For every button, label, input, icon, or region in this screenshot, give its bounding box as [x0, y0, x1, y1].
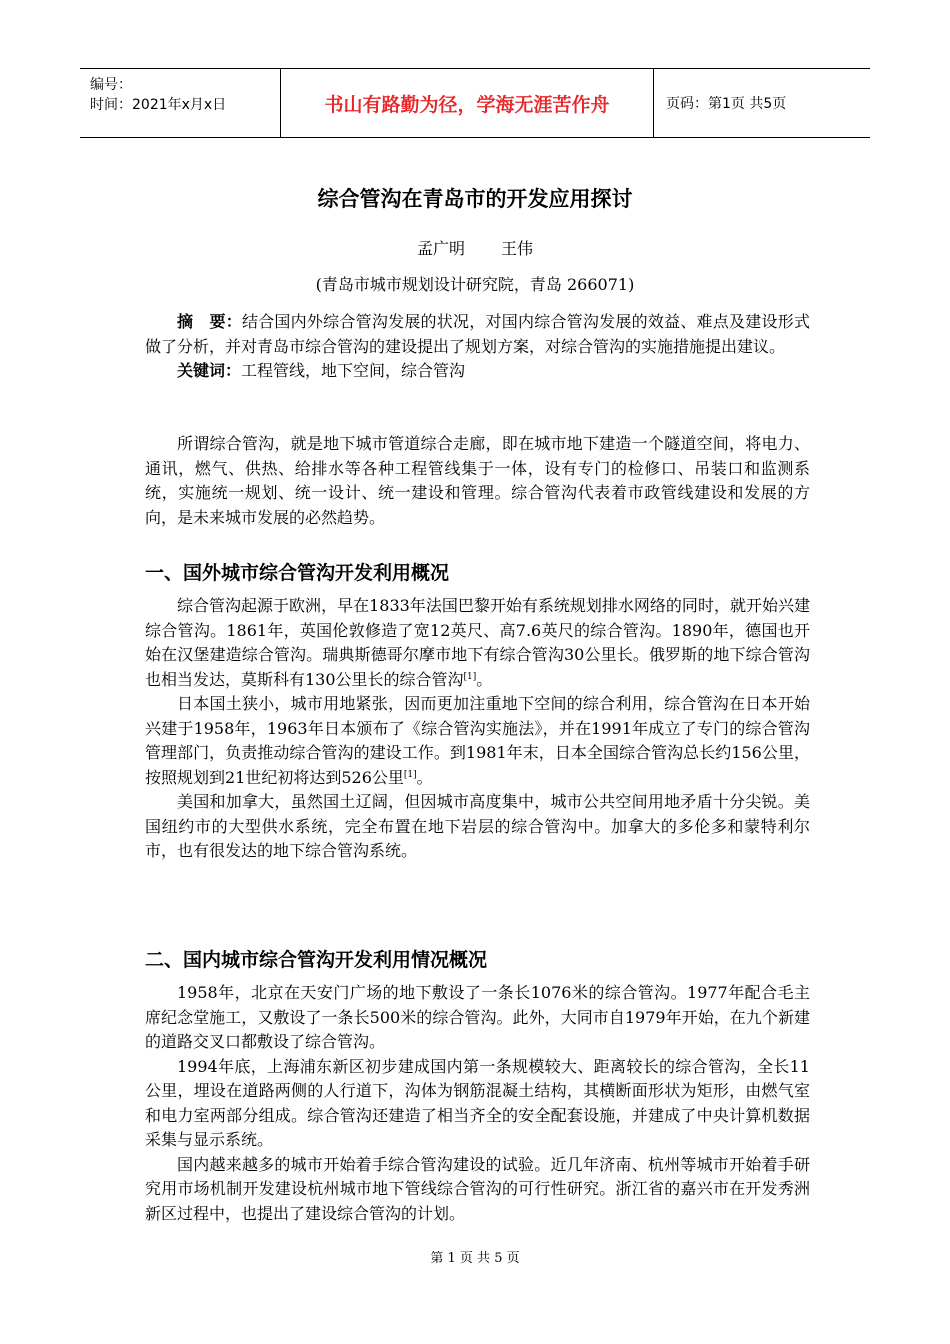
paragraph-text: 日本国土狭小，城市用地紧张，因而更加注重地下空间的综合利用，综合管沟在日本开始兴建于1958年，1963年日本颁布了《综合管沟实施法》，并在1991年成立了专门的综合管沟管理部门，负责推动综合管沟的建设工作。到1981年末，日本全国综合管沟总长约156公里，按照规划到21世纪初将达到526公里 [145, 694, 810, 787]
abstract-block [145, 310, 810, 384]
doc-date-label: 时间：2021年x月x日 [90, 97, 227, 113]
paper-authors [0, 236, 950, 259]
author-affiliation: (青岛市城市规划设计研究院，青岛 266071) [315, 275, 635, 294]
intro-paragraph: 所谓综合管沟，就是地下城市管道综合走廊，即在城市地下建造一个隧道空间，将电力、通讯，燃气、供热、给排水等各种工程管线集于一体，设有专门的检修口、吊装口和监测系统，实施统一规划、统一设计、统一建设和管理。综合管沟代表着市政管线建设和发展的方向，是未来城市发展的必然趋势。 [145, 434, 810, 527]
section-heading-2: 二、国内城市综合管沟开发利用情况概况 [145, 949, 488, 971]
page-footer: 第 1 页 共 5 页 [430, 1251, 520, 1266]
section2-paragraph: 国内越来越多的城市开始着手综合管沟建设的试验。近几年济南、杭州等城市开始着手研究用市场机制开发建设杭州城市地下管线综合管沟的可行性研究。浙江省的嘉兴市在开发秀洲新区过程中，也提出了建设综合管沟的计划。 [145, 1154, 810, 1223]
author-name: 王伟 [501, 239, 534, 258]
abstract [145, 310, 810, 359]
keywords-text: 工程管线，地下空间，综合管沟 [241, 361, 466, 380]
abstract-text: 结合国内外综合管沟发展的状况，对国内综合管沟发展的效益、难点及建设形式做了分析，并对青岛市综合管沟的建设提出了规划方案，对综合管沟的实施措施提出建议。 [145, 312, 810, 356]
doc-code-label: 编号： [90, 77, 132, 93]
paragraph-end: 。 [416, 767, 433, 787]
section2-paragraph: 1958年，北京在天安门广场的地下敷设了一条长1076米的综合管沟。1977年配合毛主席纪念堂施工，又敷设了一条长500米的综合管沟。此外，大同市自1979年开始，在九个新建的道路交叉口都敷设了综合管沟。 [145, 983, 810, 1051]
section2-body [145, 981, 810, 1226]
paragraph-end: 。 [476, 669, 493, 689]
section1-body [145, 594, 810, 864]
section2-paragraph: 1994年底，上海浦东新区初步建成国内第一条规模较大、距离较长的综合管沟，全长11公里，埋设在道路两侧的人行道下，沟体为钢筋混凝土结构，其横断面形状为矩形，由燃气室和电力室两部分组成。综合管沟还建造了相当齐全的安全配套设施，并建成了中央计算机数据采集与显示系统。 [145, 1056, 810, 1149]
abstract-label: 摘 要： [177, 312, 242, 331]
keywords [145, 359, 810, 384]
paragraph-text: 综合管沟起源于欧洲，早在1833年法国巴黎开始有系统规划排水网络的同时，就开始兴建综合管沟。1861年，英国伦敦修造了宽12英尺、高7.6英尺的综合管沟。1890年，德国也开始在汉堡建造综合管沟。瑞典斯德哥尔摩市地下有综合管沟30公里长。俄罗斯的地下综合管沟也相当发达，莫斯科有130公里长的综合管沟 [145, 596, 810, 689]
section1-paragraph: 美国和加拿大，虽然国土辽阔，但因城市高度集中，城市公共空间用地矛盾十分尖锐。美国纽约市的大型供水系统，完全布置在地下岩层的综合管沟中。加拿大的多伦多和蒙特利尔市，也有很发达的地下综合管沟系统。 [145, 792, 810, 860]
section1-paragraph [145, 692, 810, 790]
page-header [80, 68, 870, 138]
keywords-label: 关键词： [177, 361, 242, 380]
section-heading-1: 一、国外城市综合管沟开发利用概况 [145, 562, 450, 584]
citation-ref: [1] [403, 769, 417, 780]
citation-ref: [1] [463, 671, 477, 682]
header-meta [80, 69, 280, 137]
header-page-info: 页码：第1页 共5页 [666, 96, 787, 112]
author-name: 孟广明 [416, 239, 465, 258]
header-motto: 书山有路勤为径，学海无涯苦作舟 [280, 69, 654, 137]
section1-paragraph [145, 594, 810, 692]
intro-block [145, 432, 810, 530]
paper-title: 综合管沟在青岛市的开发应用探讨 [317, 187, 633, 211]
